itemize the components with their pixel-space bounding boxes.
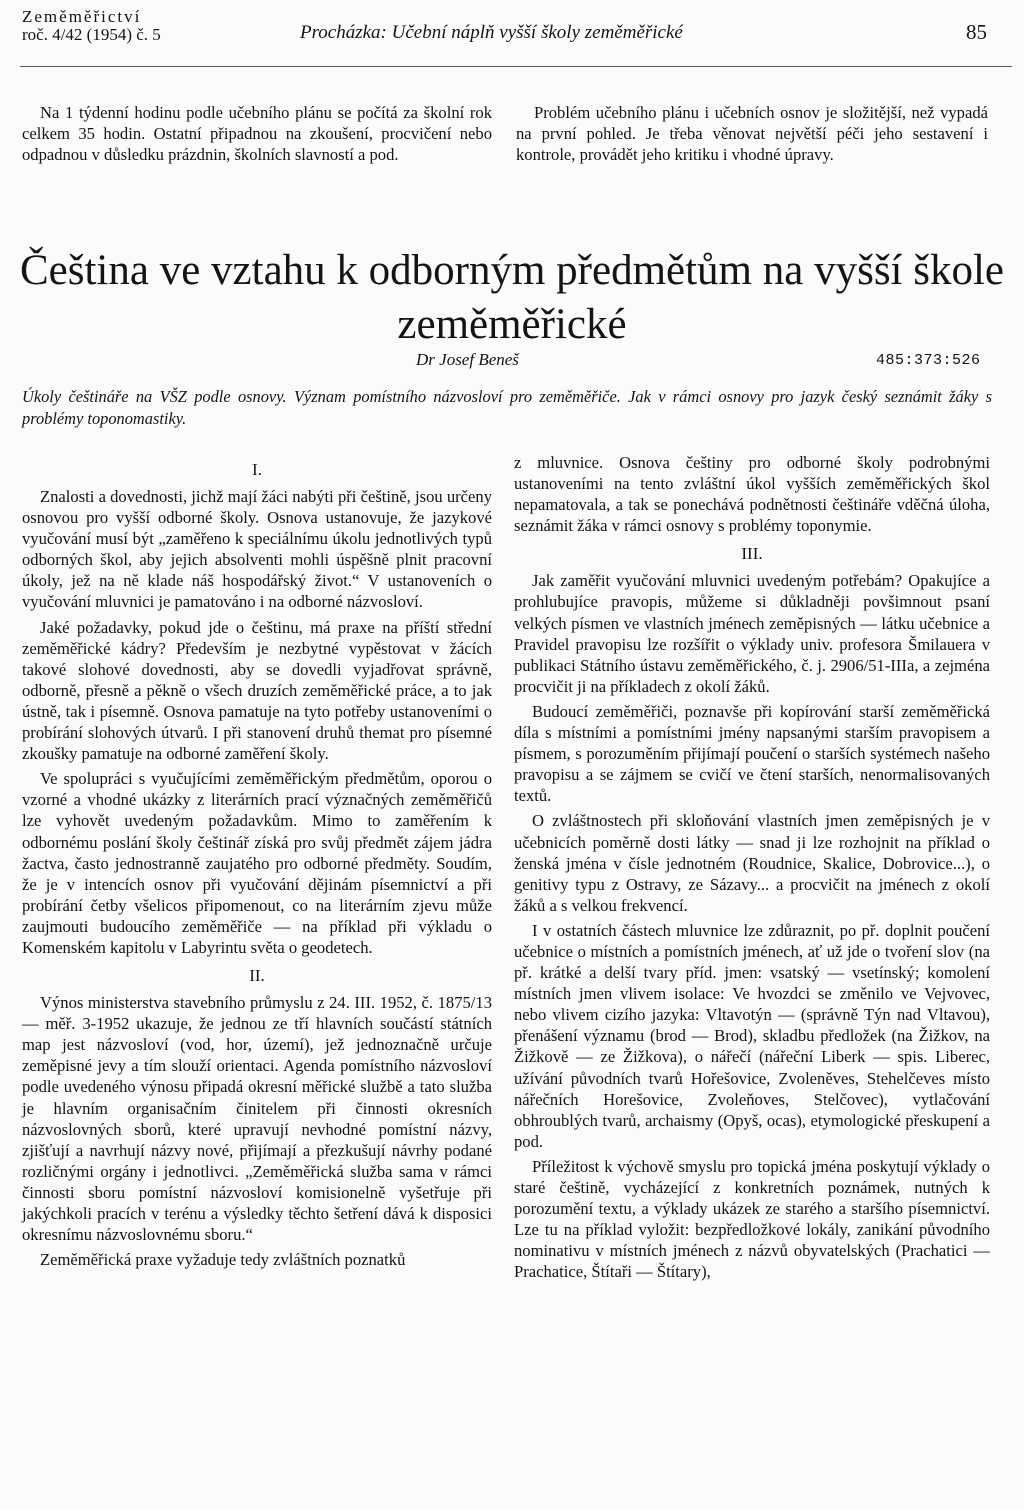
section-heading: I. [252, 460, 262, 479]
running-title: Procházka: Učební náplň vyšší školy zeměměřické [300, 22, 683, 43]
prev-article-right-column [516, 102, 988, 165]
header-journal-block [22, 8, 161, 44]
main-right-column [514, 452, 990, 1286]
classification-code: 485:373:526 [876, 352, 981, 369]
section-heading: III. [741, 544, 763, 564]
section-heading: II. [249, 966, 265, 986]
body-paragraph: z mluvnice. Osnova češtiny pro odborné školy podrobnými ustanoveními na tento zvláštní úkol vyšších zeměměřických škol nepamatovala, a tak se ponechává podnětnosti češtináře vděčná úloha, seznámit žáka v rámci osnovy s problémy toponymie. [514, 453, 990, 536]
header-divider [20, 66, 1012, 67]
body-paragraph: Příležitost k výchově smyslu pro topická jména poskytují výklady o staré češtině, vycházející z konkretních poznámek, nutných k porozumění textu, a výklady ukázek ze starého a staršího písemnictví. Lze tu na příklad vyložit: bezpředložkové lokály, zanikání původního nominativu v místních jménech z názvů obyvatelských (Prachatici — Prachatice, Štítaři — Štítary), [514, 1156, 990, 1282]
body-paragraph: Znalosti a dovednosti, jichž mají žáci nabýti při češtině, jsou určeny osnovou pro vyšší odborné školy. Osnova ustanovuje, že jazykové vyučování musí být „zaměřeno k speciálnímu úkolu jednotlivých typů odborných škol, aby jejich absolventi mohli úspěšně plnit pracovní úkoly, jež na ně klade náš hospodářský život.“ V ustanoveních o vyučování mluvnici je pamatováno i na odborné názvosloví. [22, 487, 492, 612]
article-abstract: Úkoly češtináře na VŠZ podle osnovy. Význam pomístního názvosloví pro zeměměřiče. Jak v rámci osnovy pro jazyk český seznámit žáky s problémy toponomastiky. [22, 387, 992, 428]
article-author: Dr Josef Beneš [416, 350, 519, 369]
body-paragraph: Ve spolupráci s vyučujícími zeměměřickým předmětům, oporou o vzorné a vhodné ukázky z literárních prací význačných zeměměřičů lze vyhovět uvedeným požadavkům. Mimo to zaměřením k odbornému poslání školy češtinář získá pro svůj předmět zájem jádra žactva, často jednostranně zaujatého pro odborné předměty. Soudím, že je v intencích osnov při vyučování dějinám písemnictví a při probírání četby všelicos připomenout, co na literárním zjevu může zaujmouti budoucího zeměměřiče — na příklad při výkladu o Komenském kapitolu v Labyrintu světa o geodetech. [22, 769, 492, 957]
body-paragraph: Jak zaměřit vyučování mluvnici uvedeným potřebám? Opakujíce a prohlubujíce pravopis, můžeme si důkladněji povšimnout psaní velkých písmen ve vlastních jménech zeměpisných — látku učebnice a Pravidel pravopisu lze rozšířit o výklady univ. profesora Šmilauera v publikaci Státního ústavu zeměměřického, č. j. 2906/51-IIIa, a zejména procvičit ji na příkladech z okolí žáků. [514, 571, 990, 696]
prev-article-left-column [22, 102, 492, 165]
page-number: 85 [966, 20, 987, 44]
body-paragraph: I v ostatních částech mluvnice lze zdůraznit, po př. doplnit poučení učebnice o místních a pomístních jménech, ať už jde o tvoření slov (na př. krátké a delší tvary příd. jmen: vsatský — vsetínský; komolení místních jmen vlivem isolace: Ve hvozdci se změnilo ve Vejvovec, nebo vlivem cizího jazyka: Vltavotýn — (správně Týn nad Vltavou), přenášení významu (brod — Brod), skladbu předložek (na Žižkov, na Žižkově — ze Žižkova), o nářečí (nářeční Liberk — spis. Liberec, užívání původních tvarů Hořešovice, Zvoleněves, Stehelčeves místo nářečních Horešovice, Zvoleňoves, Stelčovec), vytlačování obhroublých tvarů, archaismy (Opyš, ocas), etymologické přeskupení a pod. [514, 920, 990, 1151]
issue-info: roč. 4/42 (1954) č. 5 [22, 25, 161, 44]
article-title: Čeština ve vztahu k odborným předmětům na vyšší škole zeměměřické [19, 247, 1005, 348]
body-paragraph: Výnos ministerstva stavebního průmyslu z 24. III. 1952, č. 1875/13 — měř. 3-1952 ukazuje, že jednou ze tří hlavních součástí státních map jest názvosloví (vod, hor, území), jež jednoznačně určuje zeměpisné jevy a tím slouží orientaci. Agenda pomístního názvosloví podle uvedeného výnosu připadá okresní měřické službě a tato služba je hlavním organisačním činitelem při činnosti okresních názvoslovných sborů, které upravují nevhodné pomístní názvy, zjišťují a navrhují názvy nové, přijímají a přezkušují návrhy podané rozličnými orgány i jednotlivci. „Zeměměřická služba sama v rámci činnosti sboru pomístní názvosloví komisionelně vyšetřuje při jakýchkoli pracích v terénu a výsledky těchto šetření dává k disposici okresnímu názvoslovnému sboru.“ [22, 993, 492, 1245]
prev-article-paragraph: Problém učebního plánu i učebních osnov je složitější, než vypadá na první pohled. Je třeba věnovat největší péči jeho sestavení i kontrole, provádět jeho kritiku i vhodné úpravy. [516, 103, 988, 165]
prev-article-paragraph: Na 1 týdenní hodinu podle učebního plánu se počítá za školní rok celkem 35 hodin. Ostatní připadnou na zkoušení, procvičení nebo odpadnou v důsledku prázdnin, školních slavností a pod. [22, 103, 492, 165]
body-paragraph: Jaké požadavky, pokud jde o češtinu, má praxe na příští střední zeměměřické kádry? Především je nezbytné vypěstovat v žácích takové slohové dovednosti, aby se dovedli vyjadřovat správně, odborně, přesně a pěkně o všech druzích zeměměřické práce, a to jak ústně, tak i písemně. Osnova pamatuje na tyto potřeby ustanoveními o probírání slohových útvarů. I při stanovení druhů themat pro písemné zkoušky pamatuje na odborné zaměření školy. [22, 617, 492, 764]
body-paragraph: O zvláštnostech při skloňování vlastních jmen zeměpisných je v učebnicích poměrně dosti látky — snad ji lze rozhojnit na příklad o ženská jména v čísle jednotném (Roudnice, Skalice, Dobrovice...), o genitivy typu z Ostravy, ze Sázavy... a procvičit na jménech z okolí žáků a s velkou frekvencí. [514, 811, 990, 915]
journal-name: Zeměměřictví [22, 7, 142, 26]
main-left-column [22, 452, 492, 1274]
body-paragraph: Zeměměřická praxe vyžaduje tedy zvláštních poznatků [40, 1250, 406, 1270]
body-paragraph: Budoucí zeměměřiči, poznavše při kopírování starší zeměměřická díla s místními a pomístními jmény napsanými starším pravopisem a písmem, s porozuměním přijímají poučení o starších systémech našeho pravopisu a se zájmem se cvičí ve čtení starších, nenormalisovaných textů. [514, 701, 990, 806]
